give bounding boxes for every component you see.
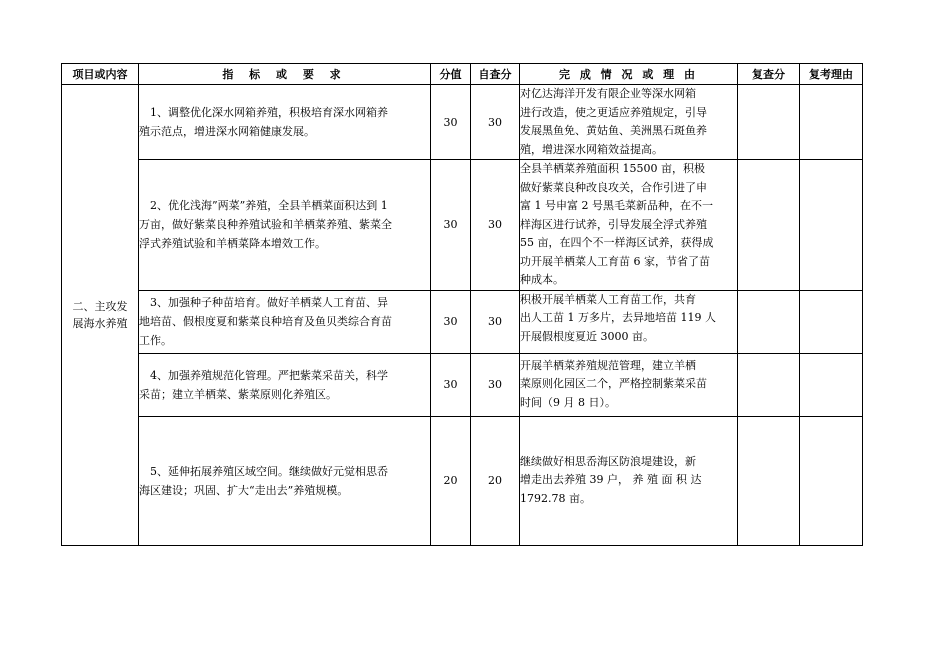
header-item: 项目或内容 [62, 64, 139, 85]
review-reason-cell [800, 160, 863, 291]
header-self-score: 自查分 [471, 64, 520, 85]
self-score-cell: 20 [471, 416, 520, 545]
requirement-cell: 3、加强种子种苗培育。做好羊栖菜人工育苗、异 地培苗、假根度夏和紫菜良种培育及鱼贝类综合育苗 工作。 [139, 290, 431, 353]
score-cell: 30 [431, 290, 471, 353]
review-score-cell [738, 416, 800, 545]
completion-cell: 对亿达海洋开发有限企业等深水网箱 进行改造，使之更适应养殖规定，引导 发展黑鱼免、黄姑鱼、美洲黑石斑鱼养 殖，增进深水网箱效益提高。 [520, 85, 738, 160]
table-row [62, 160, 863, 291]
table-row [62, 290, 863, 353]
completion-cell: 开展羊栖菜养殖规范管理，建立羊栖 菜原则化园区二个，严格控制紫菜采苗 时间（9 月 8 日）。 [520, 353, 738, 416]
review-score-cell [738, 160, 800, 291]
review-score-cell [738, 290, 800, 353]
evaluation-sheet [61, 63, 862, 546]
review-score-cell [738, 353, 800, 416]
header-review-score: 复查分 [738, 64, 800, 85]
table-row [62, 353, 863, 416]
score-cell: 20 [431, 416, 471, 545]
self-score-cell: 30 [471, 290, 520, 353]
category-cell [62, 85, 139, 546]
table-row [62, 416, 863, 545]
category-label: 二、主攻发 展海水养殖 [72, 299, 128, 330]
review-reason-cell [800, 416, 863, 545]
completion-cell: 全县羊栖菜养殖面积 15500 亩，积极 做好紫菜良种改良攻关，合作引进了申 富 1 号申富 2 号黑毛菜新品种，在不一 样海区进行试养，引导发展全浮式养殖 55 亩，在四个不一样海区试养，获得成 功开展羊栖菜人工育苗 6 家，节省了苗 种成本。 [520, 160, 738, 291]
completion-cell: 继续做好相思岙海区防浪堤建设，新 增走出去养殖 39 户， 养 殖 面 积 达 1792.78 亩。 [520, 416, 738, 545]
review-reason-cell [800, 290, 863, 353]
header-review-reason: 复考理由 [800, 64, 863, 85]
score-cell: 30 [431, 85, 471, 160]
completion-cell: 积极开展羊栖菜人工育苗工作，共育 出人工苗 1 万多片，去异地培苗 119 人 开展假根度夏近 3000 亩。 [520, 290, 738, 353]
evaluation-table [61, 63, 863, 546]
score-cell: 30 [431, 160, 471, 291]
self-score-cell: 30 [471, 353, 520, 416]
requirement-cell: 1、调整优化深水网箱养殖，积极培育深水网箱养 殖示范点，增进深水网箱健康发展。 [139, 85, 431, 160]
header-completion: 完 成 情 况 或 理 由 [520, 64, 738, 85]
self-score-cell: 30 [471, 160, 520, 291]
score-cell: 30 [431, 353, 471, 416]
review-reason-cell [800, 85, 863, 160]
header-score: 分值 [431, 64, 471, 85]
table-row [62, 85, 863, 160]
header-requirement: 指 标 或 要 求 [139, 64, 431, 85]
requirement-cell: 2、优化浅海”两菜”养殖，全县羊栖菜面积达到 1 万亩，做好紫菜良种养殖试验和羊栖菜养殖、紫菜全 浮式养殖试验和羊栖菜降本增效工作。 [139, 160, 431, 291]
review-score-cell [738, 85, 800, 160]
header-row [62, 64, 863, 85]
review-reason-cell [800, 353, 863, 416]
requirement-cell: 4、加强养殖规范化管理。严把紫菜采苗关，科学 采苗；建立羊栖菜、紫菜原则化养殖区。 [139, 353, 431, 416]
self-score-cell: 30 [471, 85, 520, 160]
requirement-cell: 5、延伸拓展养殖区域空间。继续做好元觉相思岙 海区建设；巩固、扩大“走出去”养殖规模。 [139, 416, 431, 545]
